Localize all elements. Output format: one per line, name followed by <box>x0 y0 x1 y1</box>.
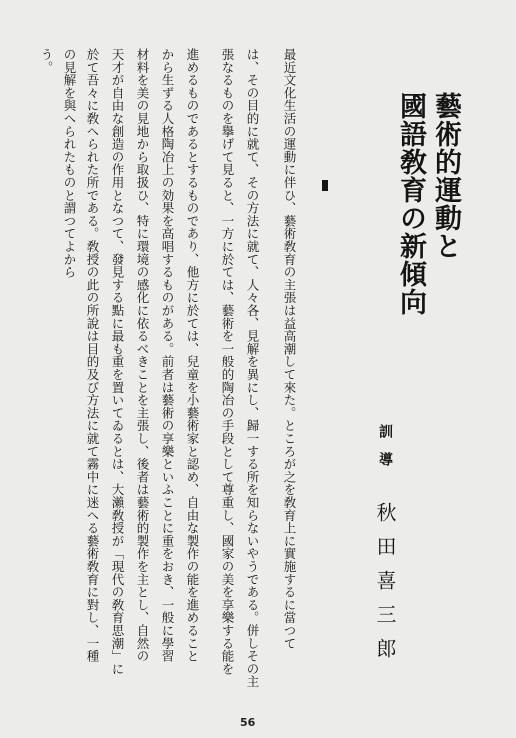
body-line: 材料を美の見地から取扱ひ、特に環境の感化に依るべきことを主張し、後者は藝術的製作を主とし、自然の <box>135 48 150 663</box>
body-line: 最近文化生活の運動に伴ひ、藝術敎育の主張は益高潮して來た。ところが之を敎育上に實施するに當つて <box>282 48 297 650</box>
author-byline <box>374 424 396 672</box>
body-line: から生ずる人格陶冶上の効果を高唱するものがある。前者は藝術の享樂といふことに重をおき、一般に學習 <box>160 48 175 663</box>
section-marker <box>322 180 328 191</box>
author-name: 秋田喜三郎 <box>373 502 397 672</box>
body-line: の見解を與へられたものと謂つてよから <box>62 48 77 279</box>
body-line: 進めるものであるとするものであり、他方に於ては、兒童を小藝術家と認め、自由な製作の能を進めること <box>185 48 200 663</box>
article-title-line-1: 藝術的運動と <box>430 92 461 260</box>
article-title-line-2: 國語敎育の新傾向 <box>395 92 426 316</box>
author-role: 訓導 <box>377 424 393 480</box>
page-number: 56 <box>240 716 256 729</box>
body-line: 張なるものを擧げて見ると、一方に於ては、藝術を一般的陶冶の手段として尊重し、國家の美を享樂する能を <box>220 48 235 676</box>
body-line: う。 <box>39 48 54 74</box>
body-line: 天才が自由な創造の作用となつて、發見する點に最も重を置いてゐるとは、大瀨敎授が「現代の敎育思潮」に <box>110 48 125 676</box>
body-line: は、その目的に就て、その方法に就て、人々各、見解を異にし、歸一する所を知らないやうである。併しその主 <box>245 48 260 688</box>
body-line: 於て吾々に敎へられた所である。敎授の此の所說は目的及び方法に就て霧中に迷へる藝術敎育に對し、一種 <box>85 48 100 663</box>
